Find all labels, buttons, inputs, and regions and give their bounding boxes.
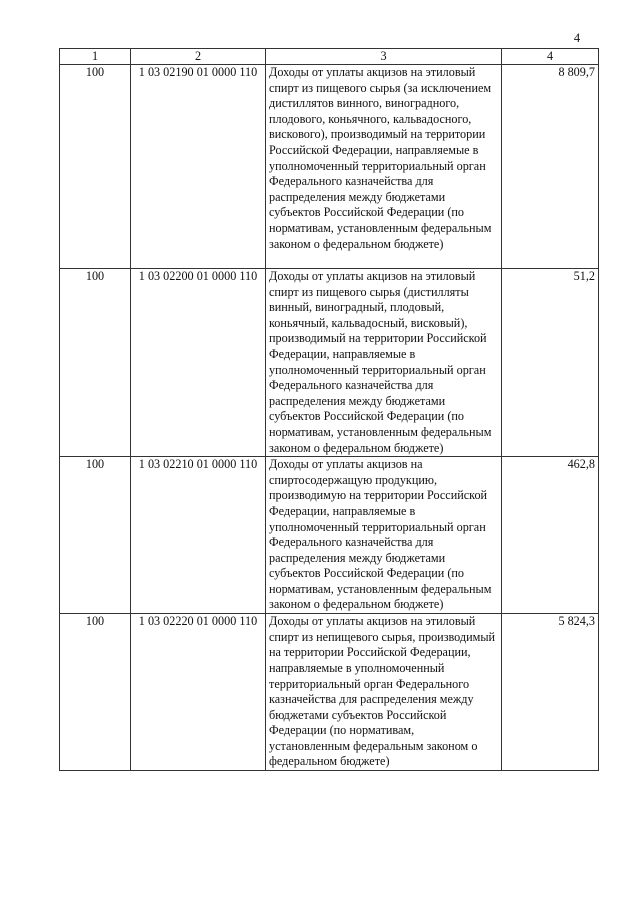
table-row	[60, 614, 599, 771]
table-header-row	[60, 49, 599, 65]
revenue-name-cell: Доходы от уплаты акцизов на спиртосодержащую продукцию, производимую на территории Российской Федерации, направляемые в уполномоченный территориальный орган Федерального казначейства для распределения между бюджетами субъектов Российской Федерации (по нормативам, установленным федеральным законом о федеральном бюджете)	[266, 457, 502, 614]
table-row	[60, 65, 599, 269]
revenue-name-cell: Доходы от уплаты акцизов на этиловый спирт из пищевого сырья (за исключением дистиллятов винного, виноградного, плодового, коньячного, кальвадосного, вискового), производимый на территории Российской Федерации, направляемые в уполномоченный территориальный орган Федерального казначейства для распределения между бюджетами субъектов Российской Федерации (по нормативам, установленным федеральным законом о федеральном бюджете)	[266, 65, 502, 269]
column-header-4: 4	[502, 49, 599, 65]
amount-cell: 462,8	[502, 457, 599, 614]
budget-code-cell: 1 03 02190 01 0000 110	[131, 65, 266, 269]
admin-code-cell: 100	[60, 614, 131, 771]
table-row	[60, 269, 599, 457]
admin-code-cell: 100	[60, 457, 131, 614]
table-row	[60, 457, 599, 614]
column-header-1: 1	[60, 49, 131, 65]
admin-code-cell: 100	[60, 269, 131, 457]
column-header-2: 2	[131, 49, 266, 65]
column-header-3: 3	[266, 49, 502, 65]
amount-cell: 51,2	[502, 269, 599, 457]
revenue-table	[59, 48, 599, 771]
page-number: 4	[573, 31, 581, 45]
budget-code-cell: 1 03 02210 01 0000 110	[131, 457, 266, 614]
budget-code-cell: 1 03 02220 01 0000 110	[131, 614, 266, 771]
amount-cell: 8 809,7	[502, 65, 599, 269]
revenue-name-cell: Доходы от уплаты акцизов на этиловый спирт из пищевого сырья (дистилляты винный, виноградный, плодовый, коньячный, кальвадосный, висковый), производимый на территории Российской Федерации, направляемые в уполномоченный территориальный орган Федерального казначейства для распределения между бюджетами субъектов Российской Федерации (по нормативам, установленным федеральным законом о федеральном бюджете)	[266, 269, 502, 457]
amount-cell: 5 824,3	[502, 614, 599, 771]
admin-code-cell: 100	[60, 65, 131, 269]
revenue-name-cell: Доходы от уплаты акцизов на этиловый спирт из непищевого сырья, производимый на территории Российской Федерации, направляемые в уполномоченный территориальный орган Федерального казначейства для распределения между бюджетами субъектов Российской Федерации (по нормативам, установленным федеральным законом о федеральном бюджете)	[266, 614, 502, 771]
budget-code-cell: 1 03 02200 01 0000 110	[131, 269, 266, 457]
